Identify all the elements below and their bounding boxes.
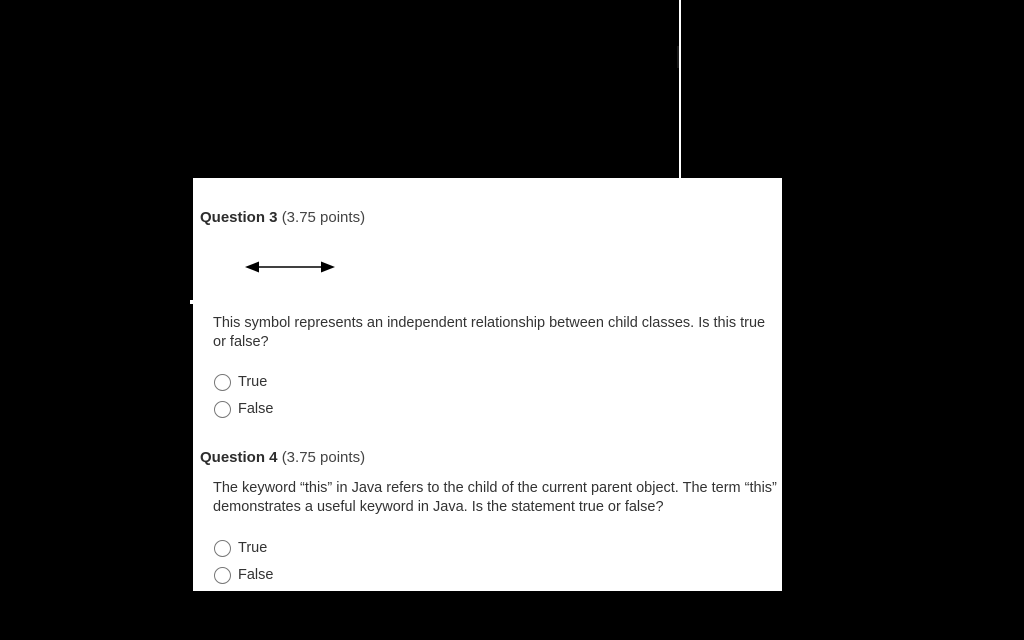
option-label: True bbox=[238, 540, 268, 556]
radio-button[interactable] bbox=[214, 374, 231, 391]
radio-button[interactable] bbox=[214, 567, 231, 584]
question-4-points: (3.75 points) bbox=[281, 449, 366, 466]
radio-button[interactable] bbox=[214, 540, 231, 557]
question-4-option-false[interactable] bbox=[214, 564, 273, 586]
radio-button[interactable] bbox=[214, 401, 231, 418]
double-headed-arrow-icon bbox=[245, 258, 335, 276]
divider-line bbox=[679, 0, 681, 178]
option-label: False bbox=[238, 401, 274, 417]
question-4-text: The keyword “this” in Java refers to the child of the current parent object. The term “this” demonstrates a useful keyword in Java. Is the statement true or false? bbox=[213, 480, 777, 515]
option-label: True bbox=[238, 374, 268, 390]
question-3-points: (3.75 points) bbox=[281, 209, 366, 226]
option-label: False bbox=[238, 567, 274, 583]
divider-notch bbox=[677, 46, 679, 68]
quiz-panel bbox=[193, 178, 782, 591]
question-3-header bbox=[200, 209, 365, 226]
question-3-text: This symbol represents an independent relationship between child classes. Is this true or false? bbox=[213, 315, 766, 350]
question-4-header bbox=[200, 449, 365, 466]
question-3-title: Question 3 bbox=[200, 209, 278, 226]
question-4-title: Question 4 bbox=[200, 449, 278, 466]
question-4-option-true[interactable] bbox=[214, 537, 267, 559]
question-3-option-true[interactable] bbox=[214, 371, 267, 393]
question-3-option-false[interactable] bbox=[214, 398, 273, 420]
